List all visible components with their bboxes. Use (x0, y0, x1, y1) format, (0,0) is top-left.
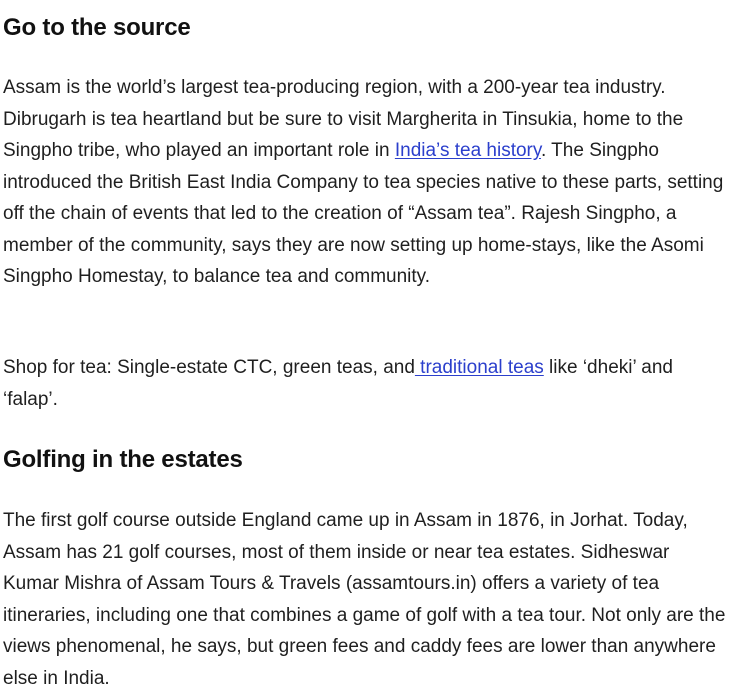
link-traditional-teas[interactable]: traditional teas (414, 357, 544, 378)
section-heading-go-to-the-source: Go to the source (3, 14, 191, 41)
paragraph-text: . The Singpho introduced the British East India Company to tea species native to these parts, setting off the chain of events that led to the creation of “Assam tea”. Rajesh Singpho, a member of the community, says they are now setting up home-stays, like the Asomi Singpho Homestay, to balance tea and community. (3, 140, 724, 287)
paragraph-assam-tea-region (3, 72, 729, 293)
paragraph-text: like ‘dheki’ and ‘falap’. (3, 357, 673, 410)
paragraph-text: Assam is the world’s largest tea-producing region, with a 200-year tea industry. Dibrugarh is tea heartland but be sure to visit Margherita in Tinsukia, home to the Singpho tribe, who played an important role in (3, 77, 684, 161)
section-heading-golfing: Golfing in the estates (3, 446, 243, 473)
paragraph-text: Shop for tea: Single-estate CTC, green teas, and (3, 357, 415, 378)
paragraph-shop-for-tea (3, 352, 729, 415)
link-indias-tea-history[interactable]: India’s tea history (394, 140, 541, 161)
paragraph-golf-courses: The first golf course outside England came up in Assam in 1876, in Jorhat. Today, Assam has 21 golf courses, most of them inside or near tea estates. Sidheswar Kumar Mishra of Assam Tours & Travels (assamtours.in) offers a variety of tea itineraries, including one that combines a game of golf with a tea tour. Not only are the views phenomenal, he says, but green fees and caddy fees are lower than anywhere else in India. (3, 510, 726, 689)
